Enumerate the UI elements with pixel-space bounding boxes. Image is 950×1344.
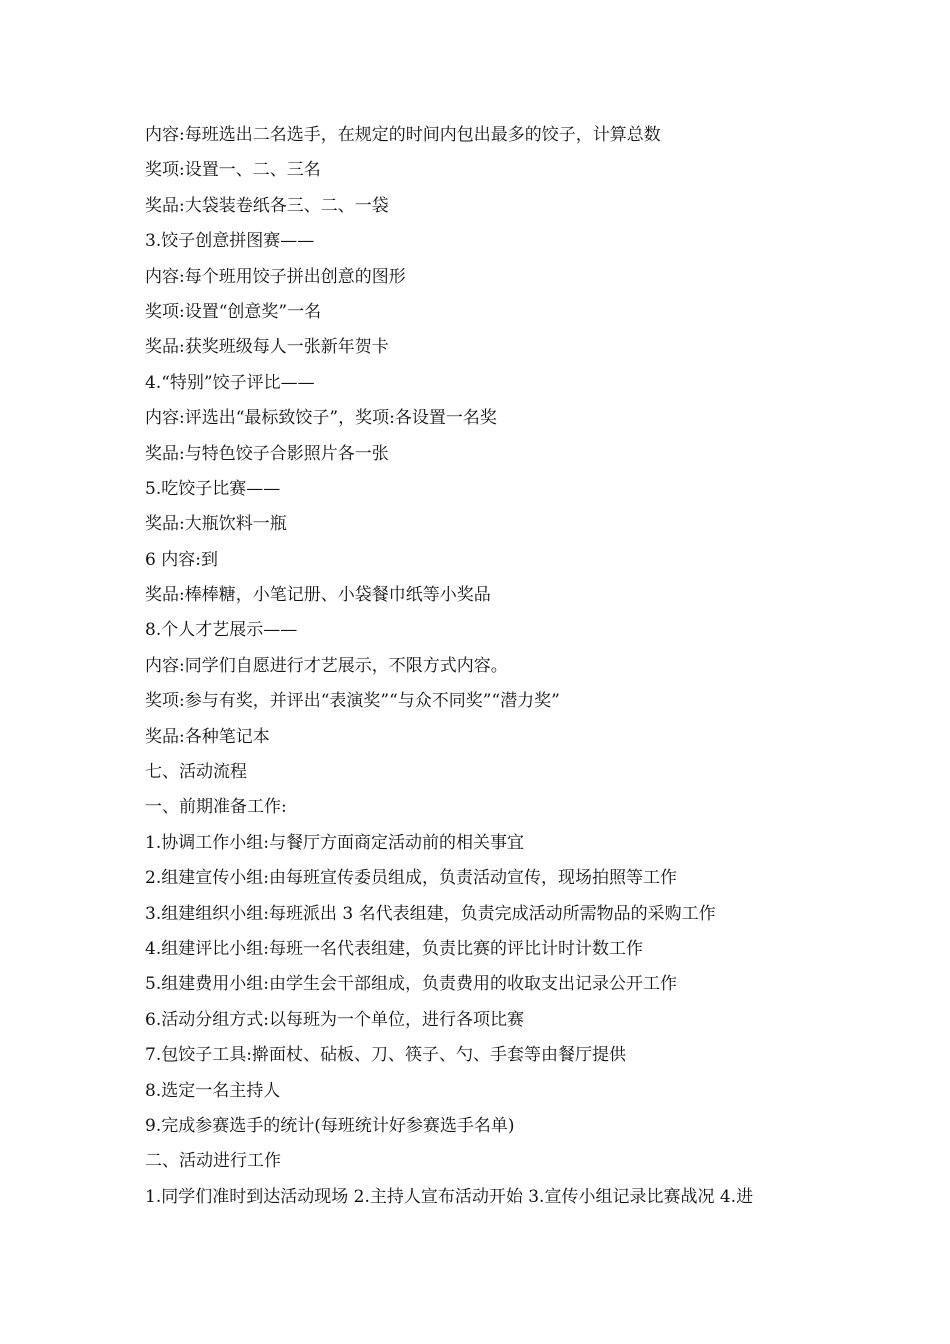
list-item: 6.活动分组方式:以每班为一个单位，进行各项比赛 [145, 1009, 524, 1030]
text-line: 内容:评选出“最标致饺子”，奖项:各设置一名奖 [145, 408, 497, 429]
section-heading: 3.饺子创意拼图赛—— [145, 231, 315, 252]
section-heading: 4.“特别”饺子评比—— [145, 372, 315, 393]
text-line: 6 内容:到 [145, 549, 218, 570]
text-line: 奖品:各种笔记本 [145, 726, 270, 747]
text-line: 奖项:设置一、二、三名 [145, 160, 321, 181]
text-line: 奖项:参与有奖，并评出“表演奖”“与众不同奖”“潜力奖” [145, 691, 560, 712]
subsection-heading: 二、活动进行工作 [145, 1151, 281, 1172]
list-item: 2.组建宣传小组:由每班宣传委员组成，负责活动宣传，现场拍照等工作 [145, 868, 677, 889]
text-line: 奖品:与特色饺子合影照片各一张 [145, 443, 389, 464]
section-heading: 七、活动流程 [145, 762, 247, 783]
section-heading: 5.吃饺子比赛—— [145, 478, 281, 499]
text-line: 内容:每班选出二名选手，在规定的时间内包出最多的饺子，计算总数 [145, 125, 661, 145]
list-item: 4.组建评比小组:每班一名代表组建，负责比赛的评比计时计数工作 [145, 938, 643, 959]
list-item: 8.选定一名主持人 [145, 1080, 281, 1101]
list-item: 3.组建组织小组:每班派出 3 名代表组建，负责完成活动所需物品的采购工作 [145, 903, 716, 924]
text-line: 奖品:大袋装卷纸各三、二、一袋 [145, 195, 389, 216]
text-line: 奖项:设置“创意奖”一名 [145, 301, 322, 322]
list-item: 1.同学们准时到达活动现场 2.主持人宣布活动开始 3.宣传小组记录比赛战况 4.进 [145, 1186, 754, 1207]
text-line: 奖品:棒棒糖，小笔记册、小袋餐巾纸等小奖品 [145, 585, 491, 606]
list-item: 1.协调工作小组:与餐厅方面商定活动前的相关事宜 [145, 832, 524, 853]
document-body [145, 118, 835, 1215]
text-line: 内容:同学们自愿进行才艺展示，不限方式内容。 [145, 655, 508, 676]
text-line: 内容:每个班用饺子拼出创意的图形 [145, 266, 406, 287]
text-line: 奖品:获奖班级每人一张新年贺卡 [145, 337, 389, 358]
list-item: 9.完成参赛选手的统计(每班统计好参赛选手名单) [145, 1115, 515, 1136]
section-heading: 8.个人才艺展示—— [145, 620, 298, 641]
subsection-heading: 一、前期准备工作: [145, 797, 287, 818]
list-item: 7.包饺子工具:擀面杖、砧板、刀、筷子、勺、手套等由餐厅提供 [145, 1045, 626, 1066]
list-item: 5.组建费用小组:由学生会干部组成，负责费用的收取支出记录公开工作 [145, 974, 677, 995]
text-line: 奖品:大瓶饮料一瓶 [145, 514, 287, 535]
